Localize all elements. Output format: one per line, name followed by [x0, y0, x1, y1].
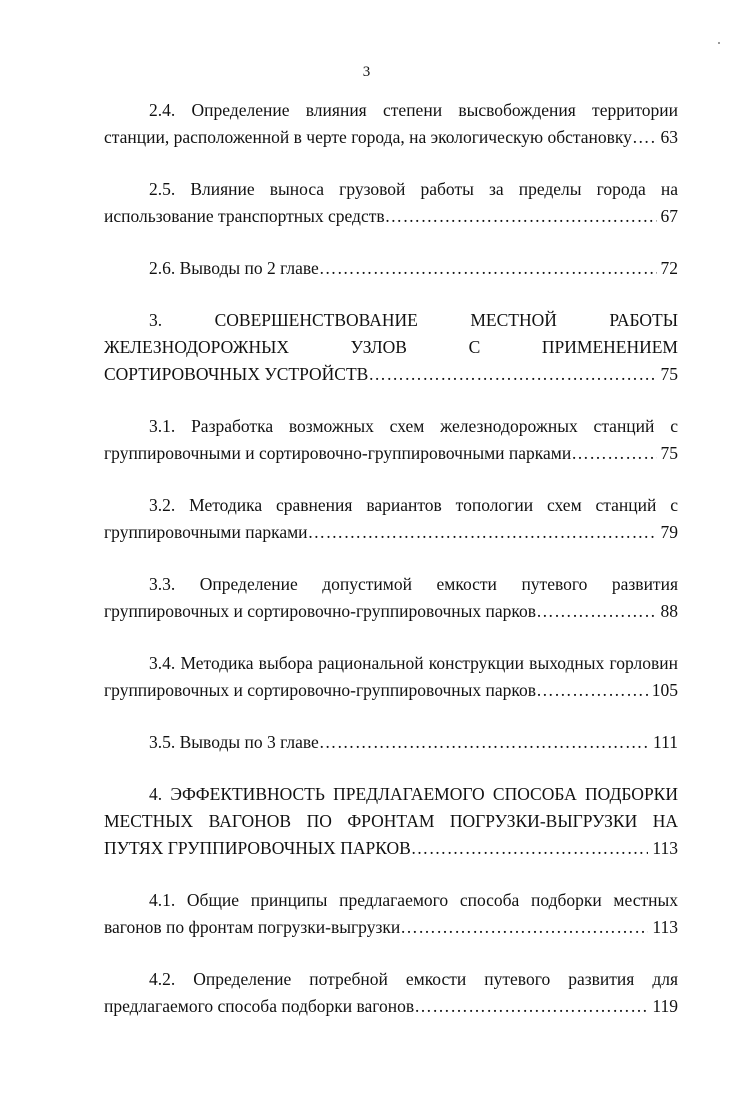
- toc-entry-chapter-3[interactable]: [104, 307, 678, 388]
- toc-page-number: 113: [652, 838, 678, 858]
- toc-entry-2-6[interactable]: [104, 255, 678, 282]
- dot-leader: [319, 255, 657, 282]
- toc-page-number: 111: [653, 732, 678, 752]
- page-number: 3: [362, 64, 371, 80]
- toc-entry-leader-line: [104, 361, 678, 388]
- toc-entry-leader-line: [104, 203, 678, 230]
- toc-entry-text-line: 2.4. Определение влияния степени высвобождения территории: [149, 100, 678, 120]
- toc-entry-text: станции, расположенной в черте города, на экологическую обстановку: [104, 127, 632, 147]
- toc-page-number: 63: [660, 127, 678, 147]
- toc-entry-3-1[interactable]: [104, 413, 678, 467]
- toc-entry-text-line: ЖЕЛЕЗНОДОРОЖНЫХ УЗЛОВ С ПРИМЕНЕНИЕМ: [104, 337, 678, 357]
- toc-entry-leader-line: [104, 835, 678, 862]
- toc-entry-chapter-4[interactable]: [104, 781, 678, 862]
- toc-page-number: 75: [660, 443, 678, 463]
- toc-page-number: 105: [651, 680, 678, 700]
- toc-entry-text-line: 4. ЭФФЕКТИВНОСТЬ ПРЕДЛАГАЕМОГО СПОСОБА ПОДБОРКИ: [149, 784, 678, 804]
- toc-page-number: 119: [652, 996, 678, 1016]
- toc-entry-text-line: 4.2. Определение потребной емкости путевого развития для: [149, 969, 678, 989]
- toc-entry-leader-line: [104, 729, 678, 756]
- toc-entry-4-2[interactable]: [104, 966, 678, 1020]
- toc-entry-text: 3.5. Выводы по 3 главе: [149, 732, 319, 752]
- toc-entry-leader-line: [104, 255, 678, 282]
- toc-entry-text: СОРТИРОВОЧНЫХ УСТРОЙСТВ: [104, 364, 369, 384]
- dot-leader: [571, 440, 656, 467]
- toc-entry-text-line: 3.3. Определение допустимой емкости путевого развития: [149, 574, 678, 594]
- toc-entry-text-line: 3.4. Методика выбора рациональной конструкции выходных горловин: [149, 653, 678, 673]
- toc-entry-text: группировочными парками: [104, 522, 308, 542]
- toc-entry-leader-line: [104, 598, 678, 625]
- dot-leader: [411, 835, 649, 862]
- toc-entry-text: 2.6. Выводы по 2 главе: [149, 258, 319, 278]
- toc-entry-text: использование транспортных средств: [104, 206, 385, 226]
- table-of-contents: [104, 97, 678, 1045]
- toc-page-number: 75: [660, 364, 678, 384]
- toc-entry-3-4[interactable]: [104, 650, 678, 704]
- toc-entry-text-line: 4.1. Общие принципы предлагаемого способа подборки местных: [149, 890, 678, 910]
- toc-page-number: 113: [652, 917, 678, 937]
- toc-entry-text: группировочными и сортировочно-группировочными парками: [104, 443, 572, 463]
- toc-page-number: 88: [660, 601, 678, 621]
- dot-leader: [414, 993, 648, 1020]
- toc-entry-text: ПУТЯХ ГРУППИРОВОЧНЫХ ПАРКОВ: [104, 838, 411, 858]
- toc-page-number: 72: [660, 258, 678, 278]
- toc-entry-text: группировочных и сортировочно-группировочных парков: [104, 601, 537, 621]
- toc-entry-leader-line: [104, 914, 678, 941]
- toc-entry-text: группировочных и сортировочно-группировочных парков: [104, 680, 537, 700]
- dot-leader: [400, 914, 648, 941]
- dot-leader: [319, 729, 649, 756]
- toc-entry-text-line: 3. СОВЕРШЕНСТВОВАНИЕ МЕСТНОЙ РАБОТЫ: [149, 310, 678, 330]
- toc-entry-leader-line: [104, 440, 678, 467]
- toc-entry-leader-line: [104, 124, 678, 151]
- toc-entry-text-line: 3.1. Разработка возможных схем железнодорожных станций с: [149, 416, 678, 436]
- toc-entry-text-line: 3.2. Методика сравнения вариантов топологии схем станций с: [149, 495, 678, 515]
- dot-leader: [308, 519, 657, 546]
- dot-leader: [536, 598, 656, 625]
- toc-entry-text: вагонов по фронтам погрузки-выгрузки: [104, 917, 401, 937]
- toc-entry-2-5[interactable]: [104, 176, 678, 230]
- scan-speck: [718, 42, 720, 44]
- toc-entry-2-4[interactable]: [104, 97, 678, 151]
- dot-leader: [368, 361, 656, 388]
- dot-leader: [632, 124, 657, 151]
- toc-entry-3-3[interactable]: [104, 571, 678, 625]
- toc-page-number: 79: [660, 522, 678, 542]
- toc-entry-3-5[interactable]: [104, 729, 678, 756]
- toc-entry-leader-line: [104, 993, 678, 1020]
- toc-page-number: 67: [660, 206, 678, 226]
- toc-entry-leader-line: [104, 519, 678, 546]
- toc-entry-text: предлагаемого способа подборки вагонов: [104, 996, 415, 1016]
- dot-leader: [536, 677, 648, 704]
- toc-entry-3-2[interactable]: [104, 492, 678, 546]
- dot-leader: [385, 203, 657, 230]
- toc-entry-text-line: 2.5. Влияние выноса грузовой работы за пределы города на: [149, 179, 678, 199]
- toc-entry-leader-line: [104, 677, 678, 704]
- toc-entry-4-1[interactable]: [104, 887, 678, 941]
- toc-entry-text-line: МЕСТНЫХ ВАГОНОВ ПО ФРОНТАМ ПОГРУЗКИ-ВЫГРУЗКИ НА: [104, 811, 678, 831]
